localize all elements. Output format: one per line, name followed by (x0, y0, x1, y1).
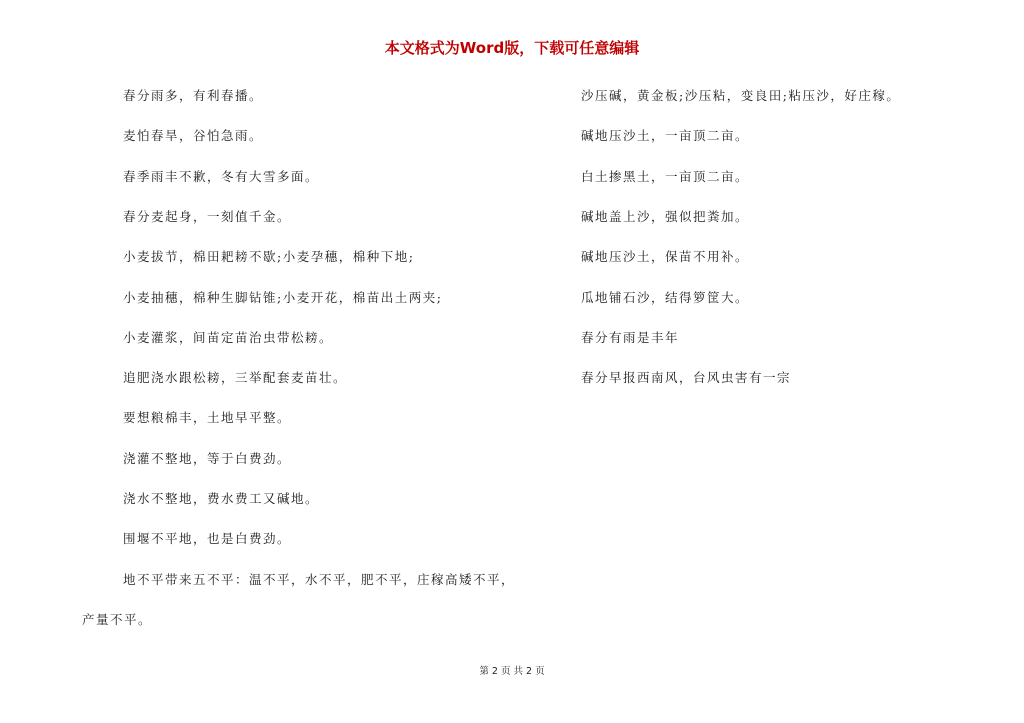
left-column-line: 小麦抽穗，棉种生脚钻锥;小麦开花，棉苗出土两夹; (123, 289, 443, 305)
right-column-line: 春分早报西南风，台风虫害有一宗 (581, 370, 792, 386)
left-column-line: 春分麦起身，一刻值千金。 (123, 208, 292, 224)
left-column-line: 产量不平。 (82, 611, 153, 627)
left-column-line: 浇灌不整地，等于白费劲。 (123, 450, 292, 466)
left-column-line: 围堰不平地，也是白费劲。 (123, 531, 292, 547)
right-column-line: 碱地压沙土，一亩顶二亩。 (581, 128, 750, 144)
right-column-line: 瓜地铺石沙，结得箩筐大。 (581, 289, 750, 305)
right-column-line: 白土掺黑土，一亩顶二亩。 (581, 168, 750, 184)
right-column-line: 春分有雨是丰年 (581, 329, 680, 345)
left-column-line: 小麦拔节，棉田耙耪不歇;小麦孕穗，棉种下地; (123, 249, 415, 265)
left-column-line: 浇水不整地，费水费工又碱地。 (123, 491, 320, 506)
right-column-line: 碱地压沙土，保苗不用补。 (581, 249, 750, 265)
right-column-line: 沙压碱，黄金板;沙压粘，变良田;粘压沙，好庄稼。 (581, 88, 901, 103)
right-column-line: 碱地盖上沙，强似把粪加。 (581, 208, 750, 224)
document-header-banner: 本文格式为Word版，下载可任意编辑 (384, 39, 640, 57)
left-column-line: 春季雨丰不歉，冬有大雪多面。 (123, 168, 320, 184)
left-column-line: 麦怕春旱，谷怕急雨。 (123, 128, 264, 144)
left-column-line: 要想粮棉丰，土地早平整。 (123, 410, 292, 426)
left-column-line: 地不平带来五不平：温不平，水不平，肥不平，庄稼高矮不平， (123, 571, 516, 587)
left-column-line: 小麦灌浆，间苗定苗治虫带松耪。 (123, 329, 334, 345)
left-column-line: 春分雨多，有利春播。 (123, 88, 264, 103)
left-column-line: 追肥浇水跟松耪，三举配套麦苗壮。 (123, 370, 348, 386)
page-number-footer: 第 2 页 共 2 页 (479, 666, 545, 677)
